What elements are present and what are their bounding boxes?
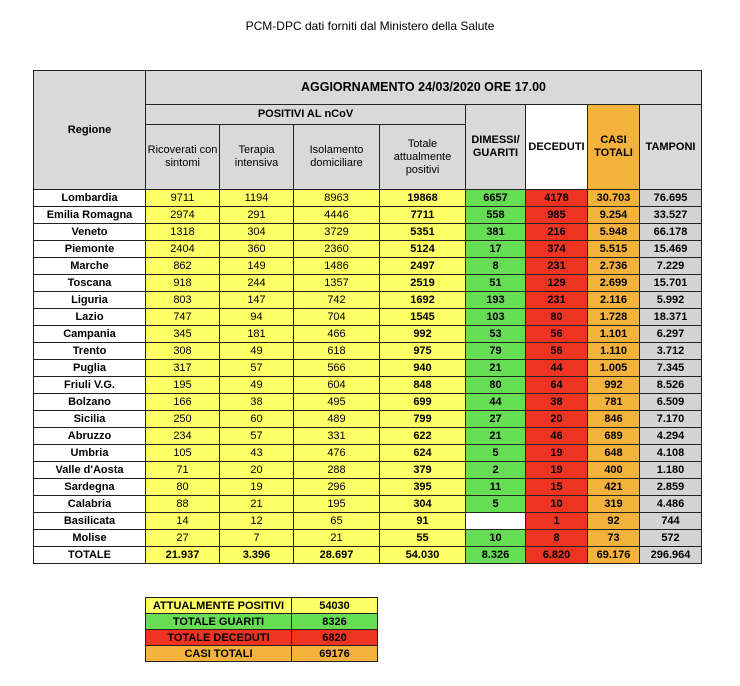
table-cell: 747 [146, 309, 220, 326]
table-row [34, 241, 702, 258]
region-name: Emilia Romagna [34, 207, 146, 224]
table-cell: 803 [146, 292, 220, 309]
table-cell: 862 [146, 258, 220, 275]
table-cell: 918 [146, 275, 220, 292]
table-cell: 21 [466, 428, 526, 445]
totals-row [34, 547, 702, 564]
table-cell: 17 [466, 241, 526, 258]
summary-value: 8326 [292, 614, 378, 630]
table-cell: 88 [146, 496, 220, 513]
table-cell: 2404 [146, 241, 220, 258]
table-cell: 7.229 [640, 258, 702, 275]
table-cell: 400 [588, 462, 640, 479]
table-cell: 5.948 [588, 224, 640, 241]
table-cell: 2.699 [588, 275, 640, 292]
table-cell: 8.526 [640, 377, 702, 394]
table-cell: 1.101 [588, 326, 640, 343]
region-name: Bolzano [34, 394, 146, 411]
table-row [34, 530, 702, 547]
table-cell: 7.170 [640, 411, 702, 428]
table-cell: 147 [220, 292, 294, 309]
table-cell: 20 [526, 411, 588, 428]
table-cell: 2.736 [588, 258, 640, 275]
header-dimessi: DIMESSI/ GUARITI [466, 105, 526, 190]
region-name: Friuli V.G. [34, 377, 146, 394]
table-cell: 5.515 [588, 241, 640, 258]
table-cell: 3.712 [640, 343, 702, 360]
summary-table [145, 597, 378, 662]
summary-label: ATTUALMENTE POSITIVI [146, 598, 292, 614]
table-cell: 699 [380, 394, 466, 411]
table-cell: 195 [294, 496, 380, 513]
table-row [34, 258, 702, 275]
table-row [34, 394, 702, 411]
table-cell: 4446 [294, 207, 380, 224]
table-row [34, 275, 702, 292]
table-cell: 79 [466, 343, 526, 360]
table-row [34, 326, 702, 343]
totals-cell: 69.176 [588, 547, 640, 564]
table-cell: 2360 [294, 241, 380, 258]
region-name: Piemonte [34, 241, 146, 258]
table-cell: 10 [526, 496, 588, 513]
table-cell: 38 [526, 394, 588, 411]
table-cell: 395 [380, 479, 466, 496]
table-cell: 2974 [146, 207, 220, 224]
table-cell: 11 [466, 479, 526, 496]
table-cell: 466 [294, 326, 380, 343]
table-cell: 166 [146, 394, 220, 411]
totals-cell: 3.396 [220, 547, 294, 564]
table-cell: 94 [220, 309, 294, 326]
table-cell: 744 [640, 513, 702, 530]
table-cell: 781 [588, 394, 640, 411]
table-cell: 8 [526, 530, 588, 547]
table-cell: 319 [588, 496, 640, 513]
header-isolamento: Isolamento domiciliare [294, 125, 380, 190]
table-cell: 15.469 [640, 241, 702, 258]
table-cell: 288 [294, 462, 380, 479]
table-cell: 38 [220, 394, 294, 411]
table-cell: 5 [466, 445, 526, 462]
summary-label: TOTALE GUARITI [146, 614, 292, 630]
table-cell: 92 [588, 513, 640, 530]
table-cell: 15 [526, 479, 588, 496]
table-cell: 940 [380, 360, 466, 377]
covid-data-table [33, 70, 702, 564]
table-cell: 1 [526, 513, 588, 530]
table-cell: 43 [220, 445, 294, 462]
table-cell: 374 [526, 241, 588, 258]
table-cell: 103 [466, 309, 526, 326]
table-cell: 19 [526, 445, 588, 462]
table-cell: 566 [294, 360, 380, 377]
table-cell: 73 [588, 530, 640, 547]
summary-value: 54030 [292, 598, 378, 614]
table-cell: 1.110 [588, 343, 640, 360]
header-totale-positivi: Totale attualmente positivi [380, 125, 466, 190]
table-cell: 495 [294, 394, 380, 411]
table-cell: 848 [380, 377, 466, 394]
table-cell: 149 [220, 258, 294, 275]
table-row [34, 445, 702, 462]
region-name: Veneto [34, 224, 146, 241]
table-cell: 1357 [294, 275, 380, 292]
table-cell: 4.108 [640, 445, 702, 462]
table-cell: 49 [220, 343, 294, 360]
table-row [34, 190, 702, 207]
table-cell: 44 [466, 394, 526, 411]
table-cell: 3729 [294, 224, 380, 241]
table-cell: 381 [466, 224, 526, 241]
region-name: Campania [34, 326, 146, 343]
table-cell: 648 [588, 445, 640, 462]
table-cell: 2.859 [640, 479, 702, 496]
totals-cell: 296.964 [640, 547, 702, 564]
summary-value: 6820 [292, 630, 378, 646]
table-cell: 558 [466, 207, 526, 224]
table-cell: 291 [220, 207, 294, 224]
table-cell: 64 [526, 377, 588, 394]
totals-label: TOTALE [34, 547, 146, 564]
header-aggiornamento: AGGIORNAMENTO 24/03/2020 ORE 17.00 [146, 71, 702, 105]
table-cell: 76.695 [640, 190, 702, 207]
table-cell: 489 [294, 411, 380, 428]
region-name: Sicilia [34, 411, 146, 428]
region-name: Basilicata [34, 513, 146, 530]
table-cell: 1545 [380, 309, 466, 326]
table-cell: 18.371 [640, 309, 702, 326]
table-cell: 51 [466, 275, 526, 292]
table-cell: 5351 [380, 224, 466, 241]
region-name: Liguria [34, 292, 146, 309]
table-cell: 244 [220, 275, 294, 292]
table-cell: 2.116 [588, 292, 640, 309]
table-cell: 345 [146, 326, 220, 343]
table-row [34, 428, 702, 445]
table-cell [466, 513, 526, 530]
table-cell: 33.527 [640, 207, 702, 224]
header-casi-totali: CASI TOTALI [588, 105, 640, 190]
table-cell: 9.254 [588, 207, 640, 224]
summary-row [146, 598, 378, 614]
summary-row [146, 646, 378, 662]
header-terapia: Terapia intensiva [220, 125, 294, 190]
summary-label: TOTALE DECEDUTI [146, 630, 292, 646]
page-title: PCM-DPC dati forniti dal Ministero della Salute [245, 19, 495, 33]
table-cell: 195 [146, 377, 220, 394]
table-cell: 985 [526, 207, 588, 224]
table-cell: 65 [294, 513, 380, 530]
table-cell: 181 [220, 326, 294, 343]
table-cell: 49 [220, 377, 294, 394]
table-cell: 71 [146, 462, 220, 479]
table-cell: 27 [466, 411, 526, 428]
table-cell: 296 [294, 479, 380, 496]
table-cell: 231 [526, 258, 588, 275]
region-name: Toscana [34, 275, 146, 292]
summary-value: 69176 [292, 646, 378, 662]
table-cell: 304 [380, 496, 466, 513]
table-cell: 10 [466, 530, 526, 547]
table-cell: 1.728 [588, 309, 640, 326]
totals-cell: 28.697 [294, 547, 380, 564]
table-cell: 618 [294, 343, 380, 360]
table-cell: 1692 [380, 292, 466, 309]
table-cell: 7.345 [640, 360, 702, 377]
table-cell: 15.701 [640, 275, 702, 292]
summary-label: CASI TOTALI [146, 646, 292, 662]
table-cell: 80 [146, 479, 220, 496]
table-cell: 1.180 [640, 462, 702, 479]
table-cell: 5 [466, 496, 526, 513]
table-cell: 21 [466, 360, 526, 377]
table-cell: 9711 [146, 190, 220, 207]
table-cell: 231 [526, 292, 588, 309]
header-ricoverati: Ricoverati con sintomi [146, 125, 220, 190]
region-name: Umbria [34, 445, 146, 462]
table-cell: 216 [526, 224, 588, 241]
table-cell: 7711 [380, 207, 466, 224]
table-cell: 360 [220, 241, 294, 258]
region-name: Abruzzo [34, 428, 146, 445]
table-cell: 8963 [294, 190, 380, 207]
table-cell: 19868 [380, 190, 466, 207]
table-cell: 742 [294, 292, 380, 309]
summary-row [146, 614, 378, 630]
table-row [34, 479, 702, 496]
table-row [34, 513, 702, 530]
table-cell: 4178 [526, 190, 588, 207]
table-cell: 975 [380, 343, 466, 360]
table-cell: 6657 [466, 190, 526, 207]
table-cell: 19 [220, 479, 294, 496]
table-cell: 2519 [380, 275, 466, 292]
totals-cell: 54.030 [380, 547, 466, 564]
table-row [34, 224, 702, 241]
table-cell: 1194 [220, 190, 294, 207]
table-cell: 799 [380, 411, 466, 428]
table-cell: 57 [220, 360, 294, 377]
region-name: Valle d'Aosta [34, 462, 146, 479]
table-cell: 60 [220, 411, 294, 428]
table-cell: 30.703 [588, 190, 640, 207]
table-cell: 21 [220, 496, 294, 513]
table-cell: 19 [526, 462, 588, 479]
table-cell: 331 [294, 428, 380, 445]
table-cell: 5124 [380, 241, 466, 258]
table-cell: 1486 [294, 258, 380, 275]
table-cell: 2 [466, 462, 526, 479]
table-cell: 21 [294, 530, 380, 547]
table-cell: 53 [466, 326, 526, 343]
table-cell: 622 [380, 428, 466, 445]
table-cell: 46 [526, 428, 588, 445]
table-cell: 624 [380, 445, 466, 462]
table-cell: 91 [380, 513, 466, 530]
table-row [34, 496, 702, 513]
table-row [34, 360, 702, 377]
table-cell: 80 [526, 309, 588, 326]
table-cell: 992 [588, 377, 640, 394]
table-row [34, 343, 702, 360]
header-regione: Regione [34, 71, 146, 190]
header-positivi: POSITIVI AL nCoV [146, 105, 466, 125]
table-cell: 7 [220, 530, 294, 547]
table-cell: 317 [146, 360, 220, 377]
table-row [34, 207, 702, 224]
table-row [34, 462, 702, 479]
table-cell: 6.509 [640, 394, 702, 411]
table-cell: 704 [294, 309, 380, 326]
table-cell: 27 [146, 530, 220, 547]
table-cell: 846 [588, 411, 640, 428]
table-cell: 2497 [380, 258, 466, 275]
table-cell: 304 [220, 224, 294, 241]
table-cell: 44 [526, 360, 588, 377]
table-cell: 57 [220, 428, 294, 445]
summary-row [146, 630, 378, 646]
region-name: Calabria [34, 496, 146, 513]
header-deceduti: DECEDUTI [526, 105, 588, 190]
table-cell: 992 [380, 326, 466, 343]
region-name: Trento [34, 343, 146, 360]
table-cell: 379 [380, 462, 466, 479]
table-cell: 1.005 [588, 360, 640, 377]
table-cell: 234 [146, 428, 220, 445]
table-cell: 14 [146, 513, 220, 530]
table-cell: 421 [588, 479, 640, 496]
table-row [34, 377, 702, 394]
region-name: Marche [34, 258, 146, 275]
region-name: Molise [34, 530, 146, 547]
table-cell: 55 [380, 530, 466, 547]
table-cell: 250 [146, 411, 220, 428]
table-row [34, 292, 702, 309]
table-cell: 56 [526, 343, 588, 360]
table-row [34, 309, 702, 326]
region-name: Puglia [34, 360, 146, 377]
table-cell: 129 [526, 275, 588, 292]
table-cell: 66.178 [640, 224, 702, 241]
table-cell: 105 [146, 445, 220, 462]
region-name: Lazio [34, 309, 146, 326]
table-cell: 476 [294, 445, 380, 462]
table-cell: 8 [466, 258, 526, 275]
table-cell: 4.294 [640, 428, 702, 445]
table-cell: 4.486 [640, 496, 702, 513]
table-row [34, 411, 702, 428]
header-tamponi: TAMPONI [640, 105, 702, 190]
table-cell: 80 [466, 377, 526, 394]
totals-cell: 8.326 [466, 547, 526, 564]
region-name: Sardegna [34, 479, 146, 496]
table-cell: 1318 [146, 224, 220, 241]
totals-cell: 6.820 [526, 547, 588, 564]
table-cell: 56 [526, 326, 588, 343]
table-cell: 604 [294, 377, 380, 394]
totals-cell: 21.937 [146, 547, 220, 564]
table-cell: 193 [466, 292, 526, 309]
region-name: Lombardia [34, 190, 146, 207]
table-cell: 689 [588, 428, 640, 445]
table-cell: 572 [640, 530, 702, 547]
table-cell: 5.992 [640, 292, 702, 309]
table-cell: 20 [220, 462, 294, 479]
table-cell: 6.297 [640, 326, 702, 343]
table-cell: 12 [220, 513, 294, 530]
table-cell: 308 [146, 343, 220, 360]
